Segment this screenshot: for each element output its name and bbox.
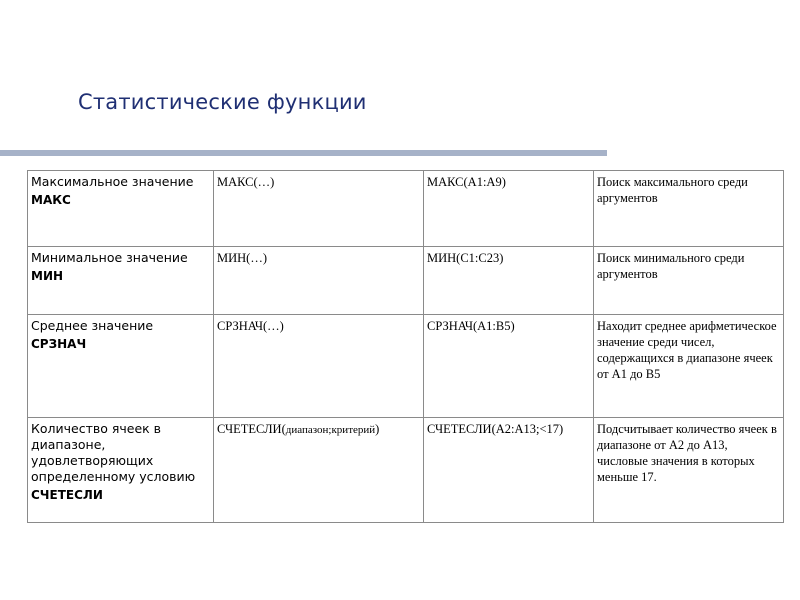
function-explanation: Поиск максимального среди аргументов	[597, 175, 748, 205]
syntax-cell	[214, 418, 424, 523]
functions-table-wrapper	[27, 170, 784, 523]
description-cell	[594, 247, 784, 315]
function-syntax: МИН(…)	[217, 251, 267, 265]
function-name: МАКС	[31, 193, 71, 207]
example-cell	[424, 247, 594, 315]
slide-title: Статистические функции	[78, 90, 367, 114]
syntax-close: )	[375, 422, 380, 436]
functions-table	[27, 170, 784, 523]
table-row	[28, 247, 784, 315]
function-description-name: Среднее значение	[31, 318, 154, 333]
function-syntax: СРЗНАЧ(…)	[217, 319, 284, 333]
function-explanation: Подсчитывает количество ячеек в диапазоне от А2 до А13, числовые значения в которых меньше 17.	[597, 422, 777, 484]
syntax-args: диапазон;критерий	[285, 424, 376, 436]
table-row	[28, 418, 784, 523]
table-row	[28, 315, 784, 418]
name-cell	[28, 315, 214, 418]
description-cell	[594, 418, 784, 523]
name-cell	[28, 247, 214, 315]
function-explanation: Находит среднее арифметическое значение среди чисел, содержащихся в диапазоне ячеек от А1 до В5	[597, 319, 777, 381]
function-name: МИН	[31, 269, 64, 283]
example-cell	[424, 171, 594, 247]
function-example: МАКС(А1:А9)	[427, 175, 506, 189]
function-description-name: Минимальное значение	[31, 250, 188, 265]
example-cell	[424, 418, 594, 523]
syntax-main: СЧЕТЕСЛИ(	[217, 422, 286, 436]
table-row	[28, 171, 784, 247]
function-name: СЧЕТЕСЛИ	[31, 488, 103, 502]
function-example: СРЗНАЧ(А1:В5)	[427, 319, 515, 333]
description-cell	[594, 171, 784, 247]
example-cell	[424, 315, 594, 418]
function-name: СРЗНАЧ	[31, 337, 87, 351]
name-cell	[28, 418, 214, 523]
description-cell	[594, 315, 784, 418]
syntax-cell	[214, 315, 424, 418]
title-underline-bar	[0, 150, 607, 156]
function-explanation: Поиск минимального среди аргументов	[597, 251, 745, 281]
syntax-cell	[214, 171, 424, 247]
function-description-name: Максимальное значение	[31, 174, 194, 189]
function-syntax	[217, 421, 420, 438]
function-example: МИН(С1:С23)	[427, 251, 504, 265]
syntax-cell	[214, 247, 424, 315]
function-example: СЧЕТЕСЛИ(А2:А13;<17)	[427, 422, 564, 436]
function-syntax: МАКС(…)	[217, 175, 275, 189]
function-description-name: Количество ячеек в диапазоне, удовлетворяющих определенному условию	[31, 421, 196, 484]
name-cell	[28, 171, 214, 247]
